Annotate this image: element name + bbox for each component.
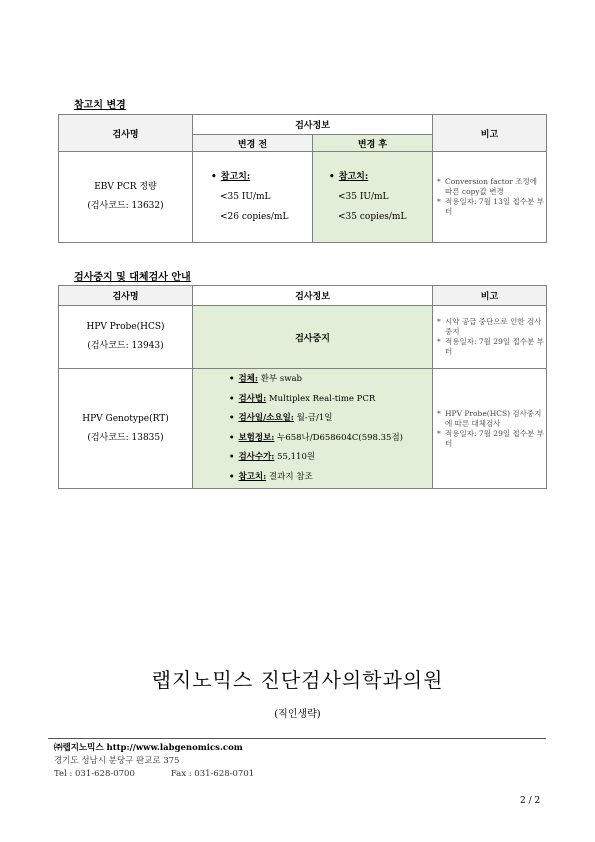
section-title-discontinuation: 검사중지 및 대체검사 안내 [74, 272, 191, 283]
replacement-info-value: 환부 swab [258, 374, 302, 384]
note-item: * 적용일자: 7월 29일 접수분 부터 [437, 337, 546, 357]
replacement-info-item [229, 468, 432, 488]
note-cell [433, 152, 547, 243]
company-name: 랩지노믹스 진단검사의학과의원 [151, 668, 444, 692]
bullet-icon: • [229, 393, 235, 404]
before-cell: • 참고치: <35 IU/mL <26 copies/mL [193, 152, 313, 243]
footer [54, 742, 254, 781]
reference-change-table [58, 114, 547, 243]
bullet-icon: • [229, 471, 235, 482]
bullet-icon: • [229, 374, 235, 384]
replacement-info-label: 검사법: [238, 393, 267, 404]
test-code: (검사코드: 13835) [87, 432, 164, 443]
replacement-info-value: 월-금/1일 [293, 413, 333, 423]
before-line2: <26 copies/mL [220, 212, 289, 222]
note-cell [433, 306, 547, 369]
replacement-info-value: 55,110원 [274, 452, 316, 462]
after-label: 참고치: [338, 172, 369, 182]
header-test-name: 검사명 [59, 115, 193, 152]
replacement-info-item [229, 390, 432, 410]
test-name: HPV Probe(HCS) [86, 322, 165, 332]
test-code: (검사코드: 13943) [87, 341, 164, 351]
test-name-cell [59, 152, 193, 243]
header-test-info: 검사정보 [193, 286, 433, 306]
header-test-name: 검사명 [59, 286, 193, 306]
test-code: (검사코드: 13632) [87, 201, 164, 211]
footer-brand: ㈜랩지노믹스 http://www.labgenomics.com [54, 743, 243, 753]
page-number: 2 / 2 [520, 796, 541, 806]
bullet-icon: • [229, 452, 235, 462]
note-item: * 적용일자: 7월 29일 접수분 부터 [437, 429, 546, 449]
replacement-info-item [229, 370, 432, 390]
note-cell [433, 369, 547, 489]
header-test-info: 검사정보 [193, 115, 433, 135]
replacement-info-label: 검사일/소요일: [238, 413, 294, 423]
note-item: * Conversion factor 조정에 따른 copy값 변경 [437, 177, 546, 197]
replacement-info-cell [193, 369, 433, 489]
section-title-reference-change: 참고치 변경 [74, 100, 126, 111]
replacement-info-label: 보험정보: [238, 432, 275, 443]
after-line2: <35 copies/mL [338, 212, 407, 222]
footer-fax: Fax : 031-628-0701 [170, 769, 255, 779]
header-before: 변경 전 [193, 135, 313, 152]
test-name: EBV PCR 정량 [94, 182, 157, 192]
seal-omitted: (직인생략) [274, 709, 321, 720]
replacement-info-value: Multiplex Real-time PCR [266, 393, 376, 404]
replacement-info-value: 누658나/D658604C(598.35점) [274, 432, 403, 443]
replacement-info-label: 참고치: [238, 471, 267, 482]
replacement-info-item [229, 429, 432, 449]
discontinuation-table [58, 285, 547, 489]
replacement-info-list [193, 370, 432, 487]
header-after: 변경 후 [313, 135, 433, 152]
footer-divider [48, 738, 546, 739]
bullet-icon: • [229, 432, 235, 443]
footer-tel: Tel : 031-628-0700 [54, 769, 135, 779]
replacement-info-value: 결과지 참조 [266, 471, 313, 482]
replacement-info-label: 검체: [238, 374, 258, 384]
test-name-cell [59, 306, 193, 369]
header-note: 비고 [433, 115, 547, 152]
discontinued-cell: 검사중지 [193, 306, 433, 369]
replacement-info-label: 검사수가: [238, 452, 275, 462]
bullet-icon: • [229, 413, 235, 423]
note-item: * HPV Probe(HCS) 검사중지에 따른 대체검사 [437, 409, 546, 429]
after-cell: • 참고치: <35 IU/mL <35 copies/mL [313, 152, 433, 243]
note-item: * 시약 공급 중단으로 인한 검사 중지 [437, 317, 546, 337]
note-item: * 적용일자: 7월 13일 접수분 부터 [437, 197, 546, 217]
test-name: HPV Genotype(RT) [82, 413, 169, 424]
after-line1: <35 IU/mL [338, 192, 389, 202]
test-name-cell [59, 369, 193, 489]
replacement-info-item [229, 448, 432, 468]
header-note: 비고 [433, 286, 547, 306]
footer-address: 경기도 성남시 분당구 판교로 375 [54, 756, 180, 766]
before-label: 참고치: [220, 172, 251, 182]
before-line1: <35 IU/mL [220, 192, 271, 202]
replacement-info-item [229, 409, 432, 429]
